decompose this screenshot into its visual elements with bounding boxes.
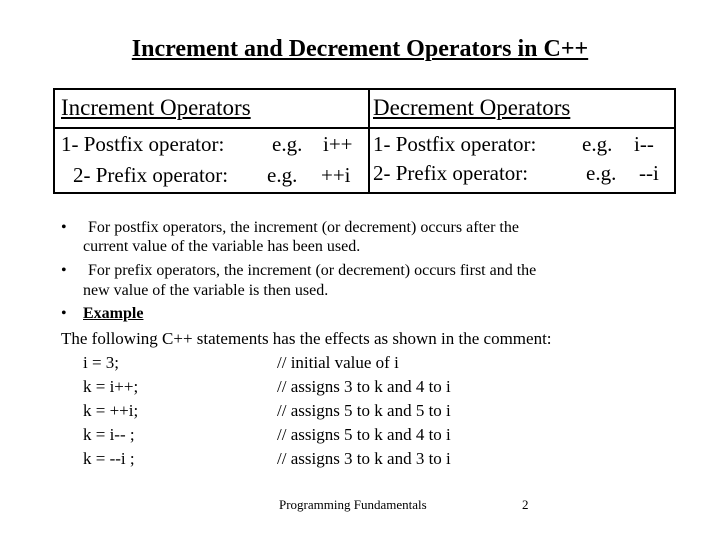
inc-prefix-op: ++i [321, 163, 351, 187]
increment-header: Increment Operators [61, 95, 251, 120]
code-comment: // initial value of i [277, 353, 399, 372]
bullet-dot: • [61, 219, 67, 236]
bullet-postfix-line1: For postfix operators, the increment (or decrement) occurs after the [88, 219, 519, 236]
code-statement: k = i++; [83, 377, 139, 396]
dec-prefix-eg: e.g. [586, 161, 617, 185]
dec-prefix-op: --i [639, 161, 659, 185]
code-statement: k = ++i; [83, 401, 139, 420]
code-comment: // assigns 5 to k and 4 to i [277, 425, 451, 444]
bullet-postfix-line2: current value of the variable has been used. [83, 238, 361, 255]
inc-postfix-op: i++ [323, 132, 353, 156]
dec-postfix-op: i-- [634, 132, 654, 156]
bullet-dot: • [61, 305, 67, 322]
footer-course: Programming Fundamentals [279, 497, 427, 512]
bullet-prefix-line2: new value of the variable is then used. [83, 282, 329, 299]
table-header-divider [55, 127, 674, 129]
code-statement: k = --i ; [83, 449, 135, 468]
slide-title: Increment and Decrement Operators in C++ [131, 36, 589, 62]
code-statement: i = 3; [83, 353, 120, 372]
code-comment: // assigns 5 to k and 5 to i [277, 401, 451, 420]
code-comment: // assigns 3 to k and 3 to i [277, 449, 451, 468]
dec-postfix-label: 1- Postfix operator: [373, 132, 537, 156]
inc-postfix-eg: e.g. [272, 132, 303, 156]
dec-postfix-eg: e.g. [582, 132, 613, 156]
decrement-header: Decrement Operators [373, 95, 571, 120]
bullet-prefix-line1: For prefix operators, the increment (or decrement) occurs first and the [88, 262, 537, 279]
intro-text: The following C++ statements has the effects as shown in the comment: [61, 329, 552, 348]
page-number: 2 [522, 497, 529, 512]
inc-prefix-eg: e.g. [267, 163, 298, 187]
inc-postfix-label: 1- Postfix operator: [61, 132, 225, 156]
code-statement: k = i-- ; [83, 425, 135, 444]
bullet-dot: • [61, 262, 67, 279]
table-column-divider [368, 90, 370, 192]
inc-prefix-label: 2- Prefix operator: [73, 163, 229, 187]
example-label: Example [83, 305, 144, 322]
code-comment: // assigns 3 to k and 4 to i [277, 377, 451, 396]
dec-prefix-label: 2- Prefix operator: [373, 161, 529, 185]
